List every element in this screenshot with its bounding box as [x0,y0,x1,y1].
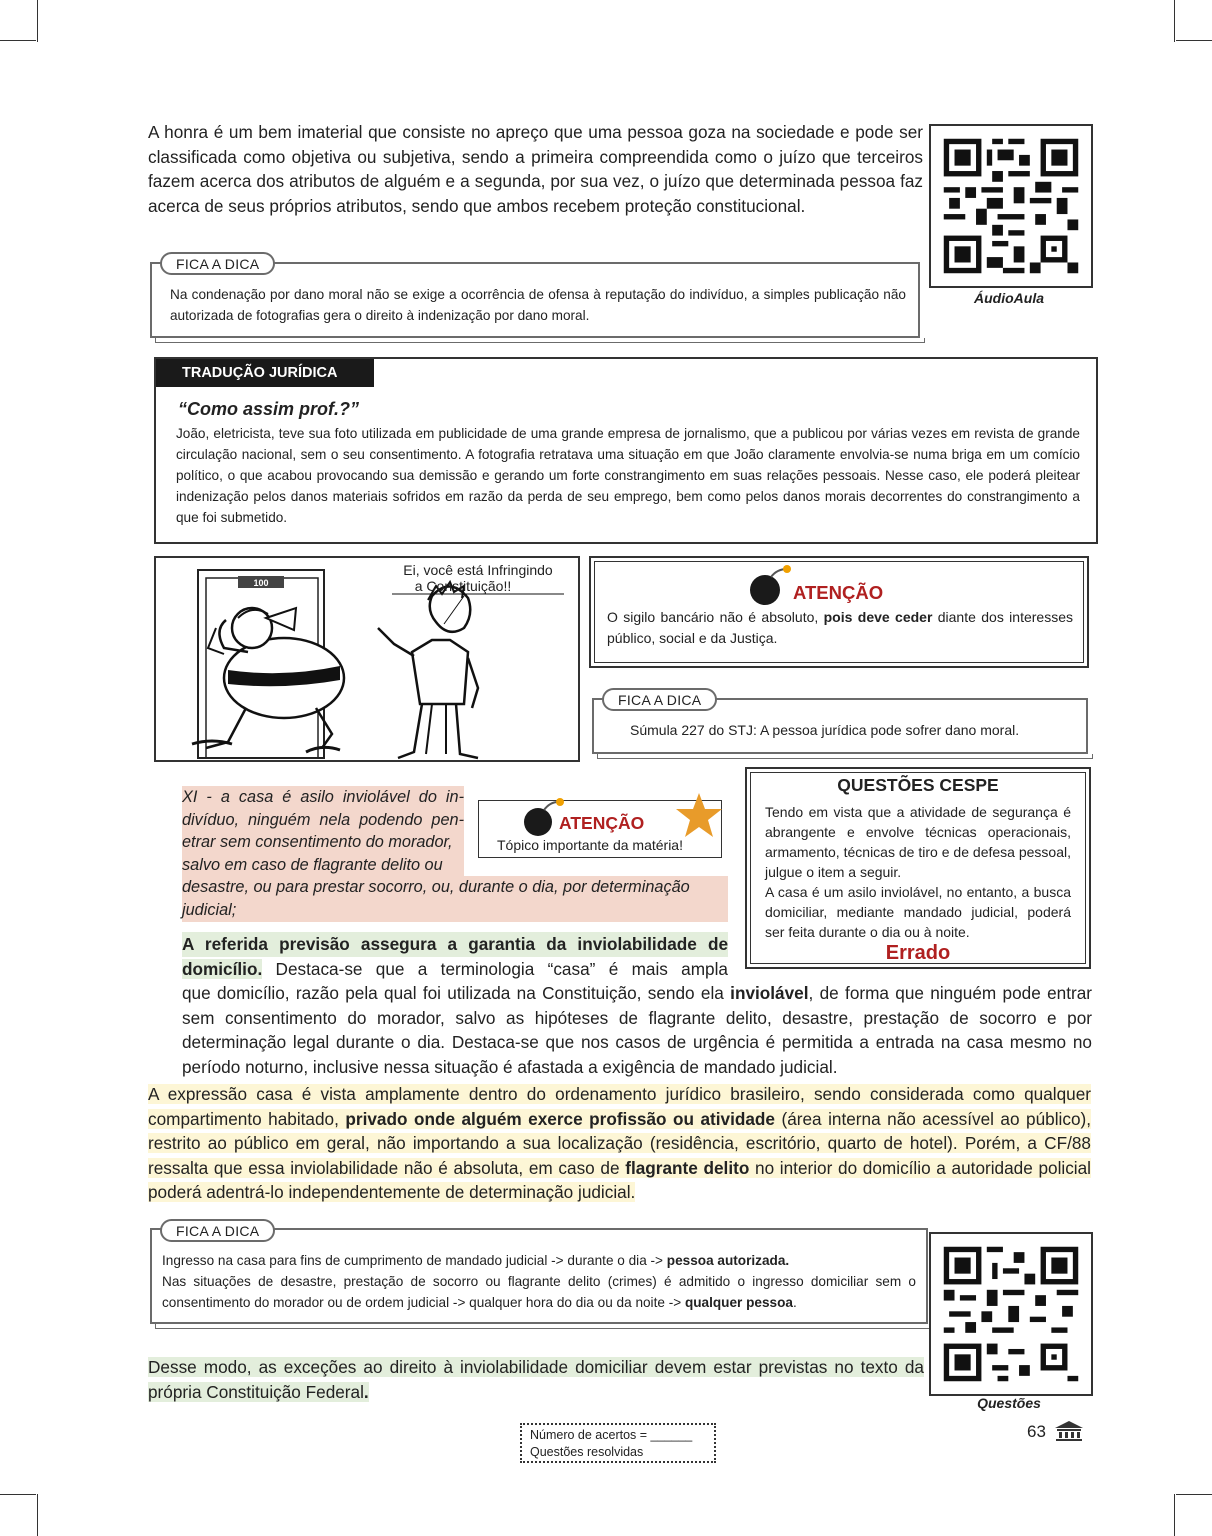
intro-paragraph: A honra é um bem imaterial que consiste no apreço que uma pessoa goza na sociedade e pode ser classificada como objetiva ou subjetiva, sendo a primeira compreendida como o juízo que terceiros fazem acerca dos atributos de alguém e a segunda, por sua vez, o juízo que determinada pessoa faz acerca de seus próprios atributos, sendo que ambos recebem proteção constitucional. [148,122,923,216]
crop-mark [0,1494,36,1495]
tip-text-bold: pessoa autorizada. [666,1253,790,1268]
traducao-box [154,357,1098,544]
door-number: 100 [253,578,269,588]
conclusao-period: . [363,1381,369,1402]
traducao-text: João, eletricista, teve sua foto utilizada em publicidade de uma grande empresa de jornalismo, que a publicou por várias vezes em revista de grande circulação nacional, sem o seu consentimento. A fotografia retratava uma situação em que João claramente envolvia-se numa briga em um comício político, o que acabou provocando sua demissão e gerando um forte constrangimento em suas relações pessoais. Nesse caso, ele poderá pleitear indenização pelos danos materiais sofridos em razão da perda de seu emprego, bem como pelos danos morais decorrentes do constrangimento a que foi submetido. [176,426,1080,525]
atencao-text-part: O sigilo bancário não é absoluto, [607,609,824,625]
atencao-title: ATENÇÃO [793,582,884,603]
inciso-line: XI - a casa é asilo inviolável do in- [182,786,464,809]
cespe-title: QUESTÕES CESPE [837,775,999,795]
score-box [520,1423,716,1463]
qr-code-icon [933,1236,1089,1392]
crop-mark [37,0,38,42]
expressao-text: no interior do domicílio a autoridade policial poderá adentrá-lo independentemente de determinação judicial. [148,1157,1091,1202]
score-acertos: Número de acertos = ______ [530,1428,693,1442]
atencao-text-part: diante dos interesses público, social e da Justiça. [607,609,1073,646]
bomb-icon [520,796,568,840]
inciso-line: divíduo, ninguém nela podendo pen- [182,809,464,832]
garantia-bold: inviolável [730,983,809,1003]
crop-mark [0,40,36,41]
tip-label: FICA A DICA [160,1219,275,1242]
cespe-item: A casa é um asilo inviolável, no entanto, a busca domiciliar, mediante mandado judicial, poderá ser feita durante o dia ou à noite. [765,884,1071,940]
garantia-line [182,932,728,957]
bomb-icon [745,562,795,608]
tip-text [162,1250,916,1313]
tip-text: Súmula 227 do STJ: A pessoa jurídica pode sofrer dano moral. [630,722,1020,738]
expressao-bold: privado onde alguém exerce profissão ou atividade [345,1108,775,1129]
crop-mark [37,1494,38,1536]
tip-text-part: Ingresso na casa para fins de cumprimento de mandado judicial -> durante o dia -> [162,1253,667,1268]
conclusao-text: Desse modo, as exceções ao direito à inviolabilidade domiciliar devem estar previstas no texto da própria Constituição Federal [148,1357,924,1402]
tip-text-bold: qualquer pessoa [684,1295,793,1310]
crop-mark [1176,40,1212,41]
crop-mark [1174,0,1175,42]
atencao-box-1 [589,556,1089,668]
inciso-line: desastre, ou para prestar socorro, ou, durante o dia, por determinação [182,876,728,899]
garantia-text: que domicílio, razão pela qual foi utilizada na Constituição, sendo ela [182,983,731,1003]
qr-code-questoes[interactable] [929,1232,1093,1396]
qr-caption-audioaula: ÁudioAula [974,290,1044,306]
inciso-line: judicial; [182,899,728,922]
speech-line-1: Ei, você está Infringindo [403,562,553,578]
atencao-text-bold: pois deve ceder [823,609,933,625]
expressao-text: A expressão casa é vista amplamente dentro do ordenamento jurídico brasileiro, sendo considerada como qualquer compartimento habitado, [148,1084,1091,1129]
garantia-bold: A referida previsão assegura a garantia da inviolabilidade de [182,934,728,954]
tip-text-part: Nas situações de desastre, prestação de socorro ou flagrante delito (crimes) é admitido o ingresso domiciliar sem o consentimento do morador ou de ordem judicial -> qualquer hora do dia ou da noite -> [162,1274,916,1310]
tip-text: Na condenação por dano moral não se exige a ocorrência de ofensa à reputação do indivíduo, a simples publicação não autorizada de fotografias gera o direito à indenização por dano moral. [170,287,906,323]
cespe-answer: Errado [885,942,951,964]
traducao-title: “Como assim prof.?” [178,399,360,419]
temple-icon [1054,1420,1084,1442]
garantia-line [182,957,728,982]
crop-mark [1176,1494,1212,1495]
garantia-text: Destaca-se que a terminologia “casa” é mais ampla [262,958,728,979]
score-resolvidas: Questões resolvidas [530,1445,644,1459]
tip-label: FICA A DICA [160,252,275,275]
atencao-title: ATENÇÃO [559,813,645,833]
garantia-paragraph [182,932,1092,1079]
star-icon [674,791,724,839]
atencao-subtitle: Tópico importante da matéria! [497,837,683,853]
speech-line-2: a Constituição!! [414,578,512,594]
qr-code-icon [933,128,1089,284]
expressao-bold: flagrante delito [625,1157,750,1178]
page-number: 63 [1027,1422,1046,1441]
crop-mark [1174,1494,1175,1536]
qr-code-audioaula[interactable] [929,124,1093,288]
garantia-bold: domicílio. [182,958,263,979]
conclusao-paragraph [148,1355,924,1404]
tip-box-3 [150,1228,928,1324]
inciso-line: salvo em caso de flagrante delito ou [182,854,464,877]
tip-text-part: . [792,1295,797,1310]
garantia-text: , de forma que ninguém pode entrar sem consentimento do morador, salvo as hipóteses de flagrante delito, desastre, prestação de socorro e por determinação legal durante o dia. Destaca-se que nos casos de urgência é permitida a entrada na casa mesmo no período noturno, inclusive nessa situação é afastada a exigência de mandado judicial. [182,983,1092,1077]
tip-label: FICA A DICA [602,688,717,711]
inciso-line: etrar sem consentimento do morador, [182,831,464,854]
atencao-text [607,607,1073,649]
qr-caption-questoes: Questões [977,1395,1041,1411]
cespe-question: Tendo em vista que a atividade de segurança é abrangente e envolve técnicas operacionais, armamento, técnicas de tiro e de defesa pessoal, julgue o item a seguir. [765,804,1071,880]
expressao-paragraph [148,1082,1091,1205]
expressao-text: (área interna não acessível ao público), restrito ao público em geral, não importando a sua localização (residência, escritório, quarto de hotel). Porém, a CF/88 ressalta que essa inviolabilidade não é absoluta, em caso de [148,1108,1092,1178]
cartoon-panel [154,556,580,762]
traducao-header: TRADUÇÃO JURÍDICA [156,359,374,387]
garantia-rest [182,981,1092,1079]
